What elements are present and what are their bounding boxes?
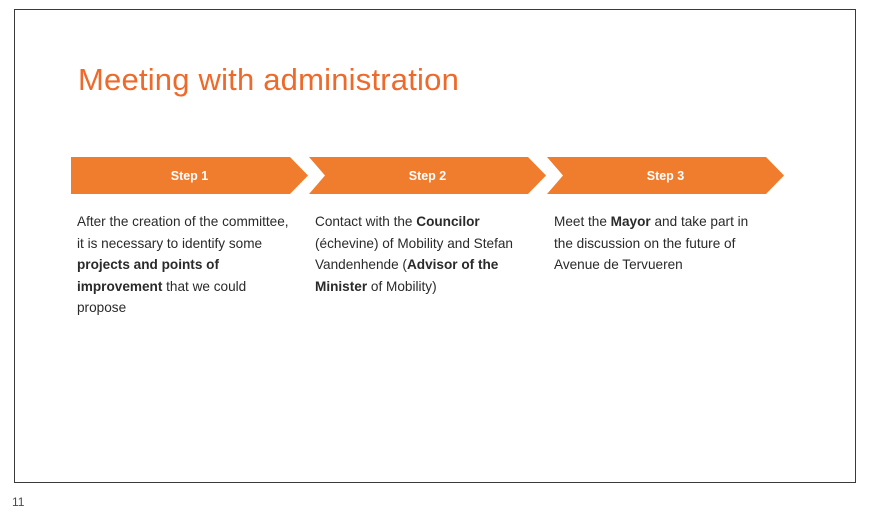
text-run: and take part in the discussion on the future of Avenue de Tervueren [554,214,749,272]
step-1-chevron [71,157,308,194]
page-number: 11 [12,495,25,509]
step-3-description [554,211,769,276]
text-run-bold: Mayor [610,214,651,229]
text-run: of Mobility) [367,278,437,294]
step-3-label: Step 3 [646,168,685,183]
text-run: After the creation of the committee, it is necessary to identify some [77,214,289,251]
step-1-label: Step 1 [170,168,209,183]
step-2-description [315,211,520,297]
step-2-label: Step 2 [408,168,447,183]
slide [14,9,856,483]
text-run: Contact with the [315,214,417,229]
text-run: that we could propose [77,278,247,315]
text-run: Meet the [554,214,611,229]
text-run-bold: Advisor of the Minister [315,257,499,294]
slide-title: Meeting with administration [78,62,460,97]
text-run-bold: projects and points of improvement [77,257,219,294]
step-1-description [77,211,292,319]
text-run-bold: Councilor [416,214,480,229]
step-2-chevron [309,157,546,194]
step-3-chevron [547,157,784,194]
text-run: (échevine) of Mobility and Stefan Vandenhende ( [315,235,513,272]
